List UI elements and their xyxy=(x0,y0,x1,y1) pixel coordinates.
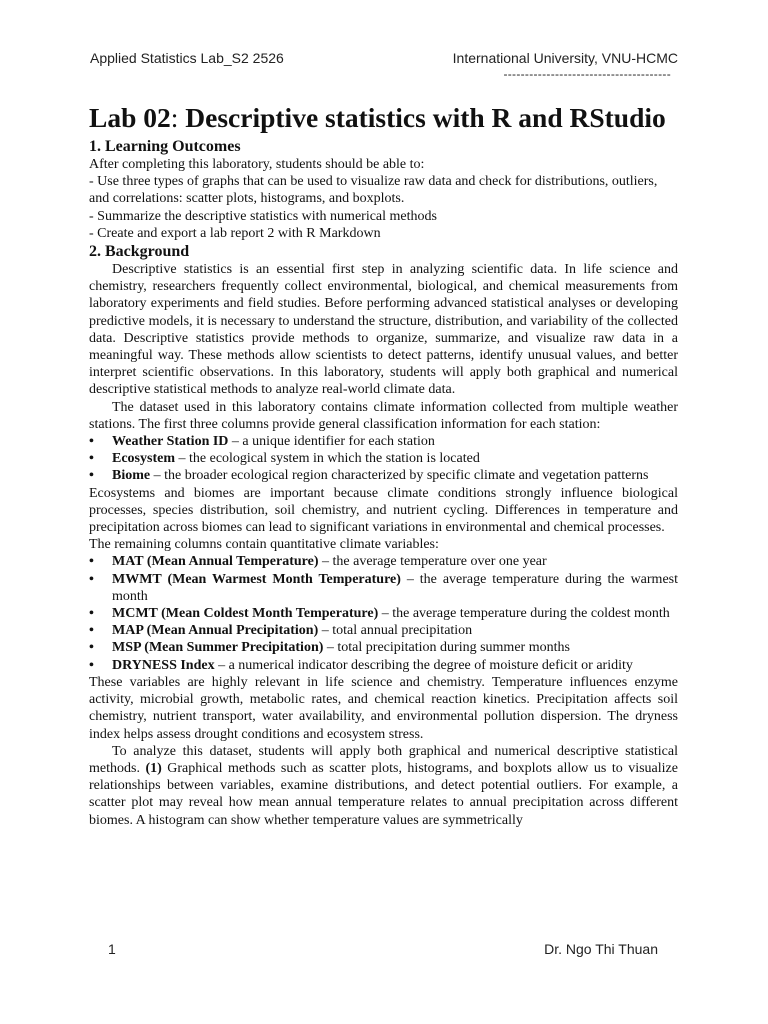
variables-intro: The remaining columns contain quantitative climate variables: xyxy=(89,537,439,553)
footer-author: Dr. Ngo Thi Thuan xyxy=(544,941,658,957)
section-heading-background: 2. Background xyxy=(89,243,190,261)
header-course: Applied Statistics Lab_S2 2526 xyxy=(90,50,284,66)
classification-list xyxy=(89,433,678,485)
list-item xyxy=(89,553,678,570)
bullet: • xyxy=(89,554,94,570)
methods-marker: (1) xyxy=(145,760,162,776)
list-item xyxy=(89,450,678,467)
list-item xyxy=(89,605,678,622)
list-item-desc: – the average temperature over one year xyxy=(318,554,547,570)
dataset-paragraph: The dataset used in this laboratory contains climate information collected from multiple weather stations. The first three columns provide general classification information for each station: xyxy=(89,399,678,432)
list-item-desc: – total annual precipitation xyxy=(318,623,473,639)
list-item-desc: – a numerical indicator describing the degree of moisture deficit or aridity xyxy=(214,657,633,673)
list-item-term: MCMT (Mean Coldest Month Temperature) xyxy=(112,606,379,622)
list-item xyxy=(89,622,678,639)
list-item-desc: – the average temperature during the warmest month xyxy=(112,571,678,604)
list-item xyxy=(89,571,678,605)
bullet: • xyxy=(89,657,94,673)
list-item-term: Biome xyxy=(112,468,151,484)
title-lead: Lab 02 xyxy=(89,102,171,133)
learning-outcome-item: - Summarize the descriptive statistics with numerical methods xyxy=(89,208,437,224)
learning-outcomes-intro: After completing this laboratory, students should be able to: xyxy=(89,157,425,172)
list-item-term: MSP (Mean Summer Precipitation) xyxy=(112,640,324,656)
list-item xyxy=(89,639,678,656)
list-item-desc: – the average temperature during the coldest month xyxy=(378,606,670,622)
document-body xyxy=(89,101,678,829)
title-colon: : xyxy=(170,102,179,133)
bullet: • xyxy=(89,451,94,467)
list-item-term: Weather Station ID xyxy=(112,434,229,450)
learning-outcome-item: - Create and export a lab report 2 with R Markdown xyxy=(89,225,381,241)
list-item-term: MWMT (Mean Warmest Month Temperature) xyxy=(112,571,401,587)
page-title xyxy=(89,101,678,135)
bullet: • xyxy=(89,468,94,484)
header-institution: International University, VNU-HCMC xyxy=(452,50,678,66)
relevance-paragraph: These variables are highly relevant in life science and chemistry. Temperature influences enzyme activity, microbial growth, metabolic rates, and chemical reaction kinetics. Precipitation affects soil chemistry, nutrient transport, water availability, and environmental pollution dispersion. The dryness index helps assess drought conditions and ecosystem stress. xyxy=(89,674,678,742)
list-item xyxy=(89,433,678,450)
list-item-desc: – the ecological system in which the station is located xyxy=(175,451,480,467)
list-item-desc: – the broader ecological region characterized by specific climate and vegetation patterns xyxy=(150,468,649,484)
section-heading-learning-outcomes: 1. Learning Outcomes xyxy=(89,138,241,155)
learning-outcome-item: - Use three types of graphs that can be used to visualize raw data and check for distributions, outliers, and correlations: scatter plots, histograms, and boxplots. xyxy=(89,174,658,207)
ecosystem-paragraph: Ecosystems and biomes are important because climate conditions strongly influence biological processes, species distribution, soil chemistry, and nutrient cycling. Differences in temperature and precipitation across biomes can lead to significant variations in environmental and chemical processes. xyxy=(89,485,678,536)
list-item-desc: – total precipitation during summer months xyxy=(323,640,570,656)
page-number: 1 xyxy=(108,941,116,957)
methods-paragraph xyxy=(89,743,678,829)
methods-text-after: Graphical methods such as scatter plots, histograms, and boxplots allow us to visualize relationships between variables, examine distributions, and detect potential outliers. For example, a scatter plot may reveal how mean annual temperature relates to annual precipitation across different biomes. A histogram can show whether temperature values are symmetrically xyxy=(89,760,678,828)
list-item-term: MAP (Mean Annual Precipitation) xyxy=(112,623,319,639)
header-dashed-rule: --------------------------------------- xyxy=(503,67,671,81)
title-rest: Descriptive statistics with R and RStudio xyxy=(178,102,666,133)
bullet: • xyxy=(89,623,94,639)
list-item xyxy=(89,657,678,674)
list-item-desc: – a unique identifier for each station xyxy=(228,434,435,450)
bullet: • xyxy=(89,640,94,656)
bullet: • xyxy=(89,606,94,622)
variable-list xyxy=(89,553,678,673)
background-paragraph: Descriptive statistics is an essential first step in analyzing scientific data. In life science and chemistry, researchers frequently collect environmental, biological, and chemical measurements from laboratory experiments and field studies. Before performing advanced statistical analyses or developing predictive models, it is necessary to understand the structure, distribution, and variability of the collected data. Descriptive statistics provide methods to organize, summarize, and visualize raw data in a meaningful way. These methods allow scientists to detect patterns, identify unusual values, and better interpret scientific observations. In this laboratory, students will apply both graphical and numerical descriptive statistical methods to analyze real-world climate data. xyxy=(89,262,678,398)
list-item-term: DRYNESS Index xyxy=(112,657,215,673)
list-item-term: MAT (Mean Annual Temperature) xyxy=(112,554,319,570)
bullet: • xyxy=(89,434,94,450)
methods-text-before: To analyze this dataset, students will apply both graphical and numerical descriptive statistical methods. xyxy=(89,743,678,776)
bullet: • xyxy=(89,571,94,587)
list-item-term: Ecosystem xyxy=(112,451,175,467)
list-item xyxy=(89,467,678,484)
